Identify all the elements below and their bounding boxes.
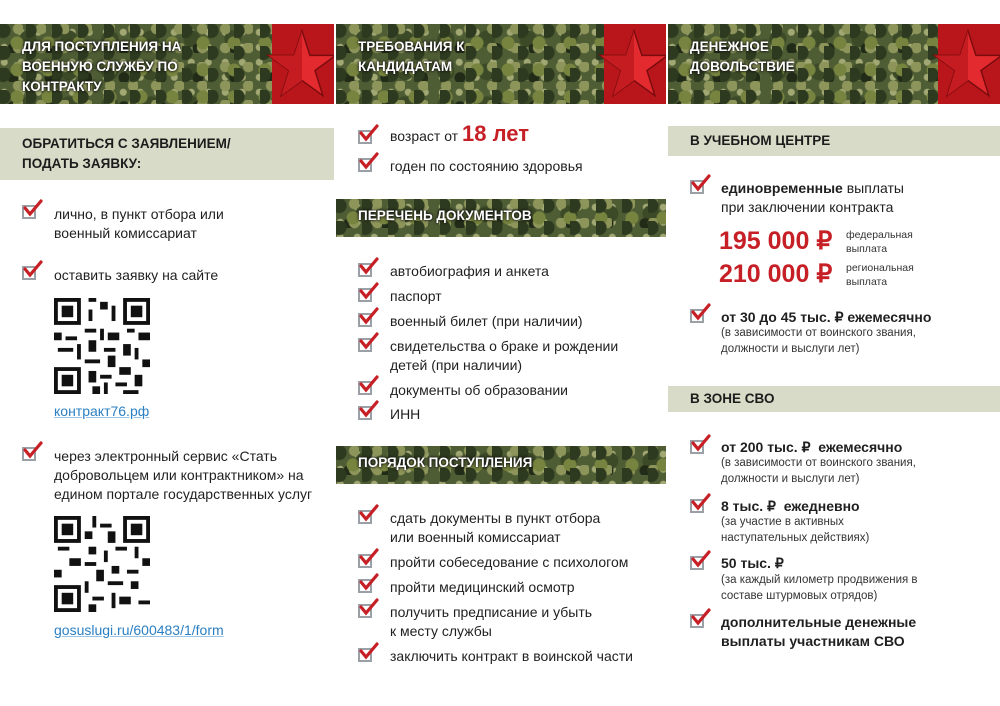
- apply-item: через электронный сервис «Стать добровольцем или контрактником» на едином портале государственных услуг: [54, 448, 313, 502]
- check-icon: [358, 155, 377, 173]
- procedure-header: ПОРЯДОК ПОСТУПЛЕНИЯ: [358, 455, 533, 470]
- health-requirement: годен по состоянию здоровья: [390, 158, 583, 174]
- svo-additional: дополнительные денежные выплаты участникам СВО: [721, 614, 917, 649]
- document-item: паспорт: [390, 288, 442, 304]
- check-icon: [690, 496, 709, 514]
- lump-sum-line2: при заключении контракта: [721, 199, 894, 215]
- banner-title: ДЛЯ ПОСТУПЛЕНИЯ НА ВОЕННУЮ СЛУЖБУ ПО КОНТРАКТУ: [22, 39, 182, 94]
- age-prefix: возраст от: [390, 128, 459, 144]
- training-header: В УЧЕБНОМ ЦЕНТРЕ: [690, 133, 831, 148]
- document-item: документы об образовании: [390, 382, 568, 398]
- monthly-pay: от 30 до 45 тыс. ₽ ежемесячно: [721, 309, 932, 325]
- lump-sum-item: [721, 179, 971, 198]
- banner-title: ДЕНЕЖНОЕ ДОВОЛЬСТВИЕ: [690, 39, 795, 74]
- document-item: автобиография и анкета: [390, 263, 549, 279]
- age-requirement: [390, 121, 650, 146]
- check-icon: [358, 335, 377, 353]
- banner-contract-service: [0, 24, 334, 104]
- svo-daily-note: (за участие в активных наступательных действиях): [721, 516, 870, 544]
- documents-header-bar: [336, 199, 666, 237]
- documents-header: ПЕРЕЧЕНЬ ДОКУМЕНТОВ: [358, 208, 532, 223]
- banner-pay: [668, 24, 1000, 104]
- procedure-item: пройти собеседование с психологом: [390, 554, 629, 570]
- federal-label: федеральная выплата: [846, 229, 913, 255]
- check-icon: [358, 378, 377, 396]
- lump-sum-rest: выплаты: [842, 180, 904, 196]
- qr-code-icon: [54, 516, 150, 612]
- regional-amount: 210 000 ₽: [719, 260, 833, 288]
- procedure-item: сдать документы в пункт отбора или военный комиссариат: [390, 510, 601, 545]
- gosuslugi-link[interactable]: gosuslugi.ru/600483/1/form: [54, 622, 224, 638]
- check-icon: [358, 601, 377, 619]
- qr-code-icon: [54, 298, 150, 394]
- monthly-note: (в зависимости от воинского звания, должности и выслуги лет): [721, 327, 916, 355]
- svo-monthly-note: (в зависимости от воинского звания, должности и выслуги лет): [721, 457, 916, 485]
- check-icon: [358, 551, 377, 569]
- document-item: военный билет (при наличии): [390, 313, 583, 329]
- apply-item: лично, в пункт отбора или военный комиссариат: [54, 206, 224, 241]
- lump-sum-bold: единовременные: [721, 180, 843, 196]
- procedure-header-bar: [336, 446, 666, 484]
- check-icon: [22, 444, 41, 462]
- contract76-link[interactable]: контракт76.рф: [54, 403, 150, 419]
- banner-requirements: [336, 24, 666, 104]
- check-icon: [22, 263, 41, 281]
- check-icon: [358, 507, 377, 525]
- apply-item: оставить заявку на сайте: [54, 267, 219, 283]
- check-icon: [358, 310, 377, 328]
- check-icon: [690, 177, 709, 195]
- check-icon: [358, 403, 377, 421]
- check-icon: [22, 202, 41, 220]
- svo-per-km: 50 тыс. ₽: [721, 555, 784, 571]
- banner-title: ТРЕБОВАНИЯ К КАНДИДАТАМ: [358, 39, 465, 74]
- federal-amount: 195 000 ₽: [719, 227, 833, 255]
- svo-per-km-note: (за каждый километр продвижения в составе штурмовых отрядов): [721, 574, 918, 602]
- check-icon: [358, 645, 377, 663]
- check-icon: [690, 553, 709, 571]
- regional-label: региональная выплата: [846, 262, 914, 288]
- svo-daily: 8 тыс. ₽ ежедневно: [721, 498, 860, 514]
- check-icon: [358, 576, 377, 594]
- red-star-icon: [598, 26, 666, 102]
- document-item: свидетельства о браке и рождении детей (при наличии): [390, 338, 619, 373]
- svo-header: В ЗОНЕ СВО: [690, 391, 775, 406]
- check-icon: [358, 285, 377, 303]
- document-item: ИНН: [390, 406, 421, 422]
- check-icon: [690, 437, 709, 455]
- procedure-item: пройти медицинский осмотр: [390, 579, 575, 595]
- check-icon: [358, 127, 377, 145]
- procedure-item: заключить контракт в воинской части: [390, 648, 633, 664]
- svo-monthly: от 200 тыс. ₽ ежемесячно: [721, 439, 903, 455]
- apply-header: ОБРАТИТЬСЯ С ЗАЯВЛЕНИЕМ/ ПОДАТЬ ЗАЯВКУ:: [22, 136, 231, 171]
- check-icon: [690, 306, 709, 324]
- procedure-item: получить предписание и убыть к месту службы: [390, 604, 593, 639]
- check-icon: [358, 260, 377, 278]
- age-value: 18 лет: [461, 121, 529, 146]
- check-icon: [690, 611, 709, 629]
- red-star-icon: [266, 26, 334, 102]
- red-star-icon: [932, 26, 1000, 102]
